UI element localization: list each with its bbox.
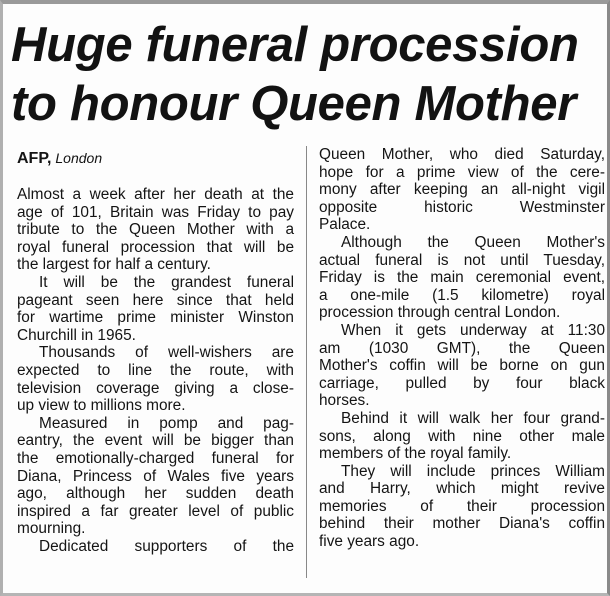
text-line: Diana, Princess of Wales five years — [17, 467, 294, 485]
text-line: horses. — [319, 392, 370, 410]
paragraph — [17, 415, 294, 538]
column-divider — [306, 146, 307, 578]
text-line: mourning. — [17, 520, 86, 538]
left-column-body — [17, 186, 294, 555]
text-line: and Harry, which might revive — [319, 480, 605, 498]
text-line: It will be the grandest funeral — [39, 273, 294, 291]
text-line: Friday is the main ceremonial event, — [319, 269, 605, 287]
text-line: Almost a week after her death at the — [17, 186, 294, 203]
text-line: Dedicated supporters of the — [39, 537, 294, 555]
text-line: age of 101, Britain was Friday to pay — [17, 203, 294, 221]
text-line: five years ago. — [319, 533, 420, 551]
text-line: memories of their procession — [319, 497, 605, 515]
text-line: the emotionally-charged funeral for — [17, 449, 294, 467]
paragraph — [17, 186, 294, 274]
text-line: expected to line the route, with — [17, 361, 294, 379]
paragraph — [319, 146, 605, 234]
text-line: up view to millions more. — [17, 397, 186, 415]
text-line: inspired a far greater level of public — [17, 502, 294, 520]
text-line: for wartime prime minister Winston — [17, 309, 294, 327]
text-line: tribute to the Queen Mother with a — [17, 221, 294, 239]
text-line: a one-mile (1.5 kilometre) royal — [319, 286, 605, 304]
text-line: members of the royal family. — [319, 445, 512, 463]
byline — [17, 150, 294, 167]
paragraph — [319, 463, 605, 551]
paragraph — [319, 410, 605, 463]
text-line: Mother's coffin will be borne on gun — [319, 357, 605, 375]
right-column-body — [319, 146, 605, 551]
text-line: They will include princes William — [341, 462, 605, 480]
paragraph — [17, 274, 294, 344]
text-line: behind their mother Diana's coffin — [319, 515, 605, 533]
text-line: hope for a prime view of the cere- — [319, 163, 605, 181]
text-line: Palace. — [319, 216, 371, 234]
text-line: television coverage giving a close- — [17, 379, 294, 397]
text-line: royal funeral procession that will be — [17, 238, 294, 256]
left-column — [17, 150, 294, 555]
headline — [11, 16, 607, 134]
text-line: When it gets underway at 11:30 — [341, 321, 605, 339]
agency-name: AFP, — [17, 150, 52, 167]
headline-line-1: Huge funeral procession — [11, 18, 579, 72]
text-line: opposite historic Westminster — [319, 198, 605, 216]
text-line: Churchill in 1965. — [17, 326, 136, 344]
text-line: Thousands of well-wishers are — [39, 344, 294, 362]
paragraph — [319, 322, 605, 410]
paragraph — [17, 344, 294, 414]
text-line: the largest for half a century. — [17, 256, 211, 274]
text-line: ago, although her sudden death — [17, 485, 294, 503]
text-line: mony after keeping an all-night vigil — [319, 181, 605, 199]
text-line: am (1030 GMT), the Queen — [319, 339, 605, 357]
text-line: pageant seen here since that held — [17, 291, 294, 309]
text-line: carriage, pulled by four black — [319, 374, 605, 392]
text-line: procession through central London. — [319, 304, 561, 322]
paragraph — [319, 234, 605, 322]
headline-line-2: to honour Queen Mother — [11, 77, 577, 131]
dateline: London — [55, 150, 103, 166]
text-line: actual funeral is not until Tuesday, — [319, 251, 605, 269]
text-line: Behind it will walk her four grand- — [341, 409, 605, 427]
right-column — [319, 146, 605, 551]
text-line: Measured in pomp and pag- — [39, 414, 294, 432]
text-line: Although the Queen Mother's — [341, 233, 605, 251]
text-line: sons, along with nine other male — [319, 427, 605, 445]
text-line: Queen Mother, who died Saturday, — [319, 146, 605, 163]
paragraph — [17, 538, 294, 556]
text-line: eantry, the event will be bigger than — [17, 432, 294, 450]
